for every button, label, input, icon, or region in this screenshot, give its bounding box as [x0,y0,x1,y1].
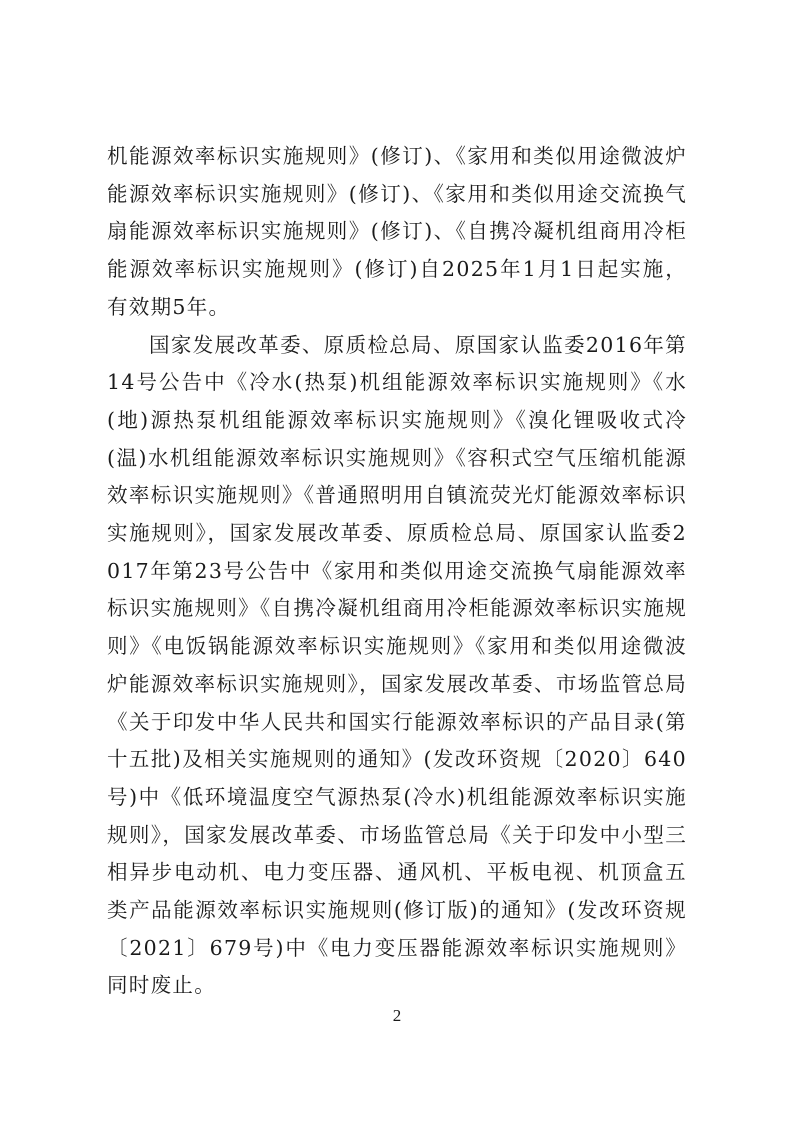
paragraph-2: 国家发展改革委、原质检总局、原国家认监委2016年第14号公告中《冷水(热泵)机组能源效率标识实施规则》《水(地)源热泵机组能源效率标识实施规则》《溴化锂吸收式冷(温)水机组能源效率标识实施规则》《容积式空气压缩机能源效率标识实施规则》《普通照明用自镇流荧光灯能源效率标识实施规则》，国家发展改革委、原质检总局、原国家认监委2017年第23号公告中《家用和类似用途交流换气扇能源效率标识实施规则》《自携冷凝机组商用冷柜能源效率标识实施规则》《电饭锅能源效率标识实施规则》《家用和类似用途微波炉能源效率标识实施规则》，国家发展改革委、市场监管总局《关于印发中华人民共和国实行能源效率标识的产品目录(第十五批)及相关实施规则的通知》(发改环资规〔2020〕640号)中《低环境温度空气源热泵(冷水)机组能源效率标识实施规则》，国家发展改革委、市场监管总局《关于印发中小型三相异步电动机、电力变压器、通风机、平板电视、机顶盒五类产品能源效率标识实施规则(修订版)的通知》(发改环资规〔2021〕679号)中《电力变压器能源效率标识实施规则》同时废止。 [107,332,687,998]
paragraph-1: 机能源效率标识实施规则》(修订)、《家用和类似用途微波炉能源效率标识实施规则》(修订)、《家用和类似用途交流换气扇能源效率标识实施规则》(修订)、《自携冷凝机组商用冷柜能源效率标识实施规则》(修订)自2025年1月1日起实施，有效期5年。 [107,144,687,319]
document-body [107,138,687,1005]
page-number: 2 [392,1006,402,1025]
